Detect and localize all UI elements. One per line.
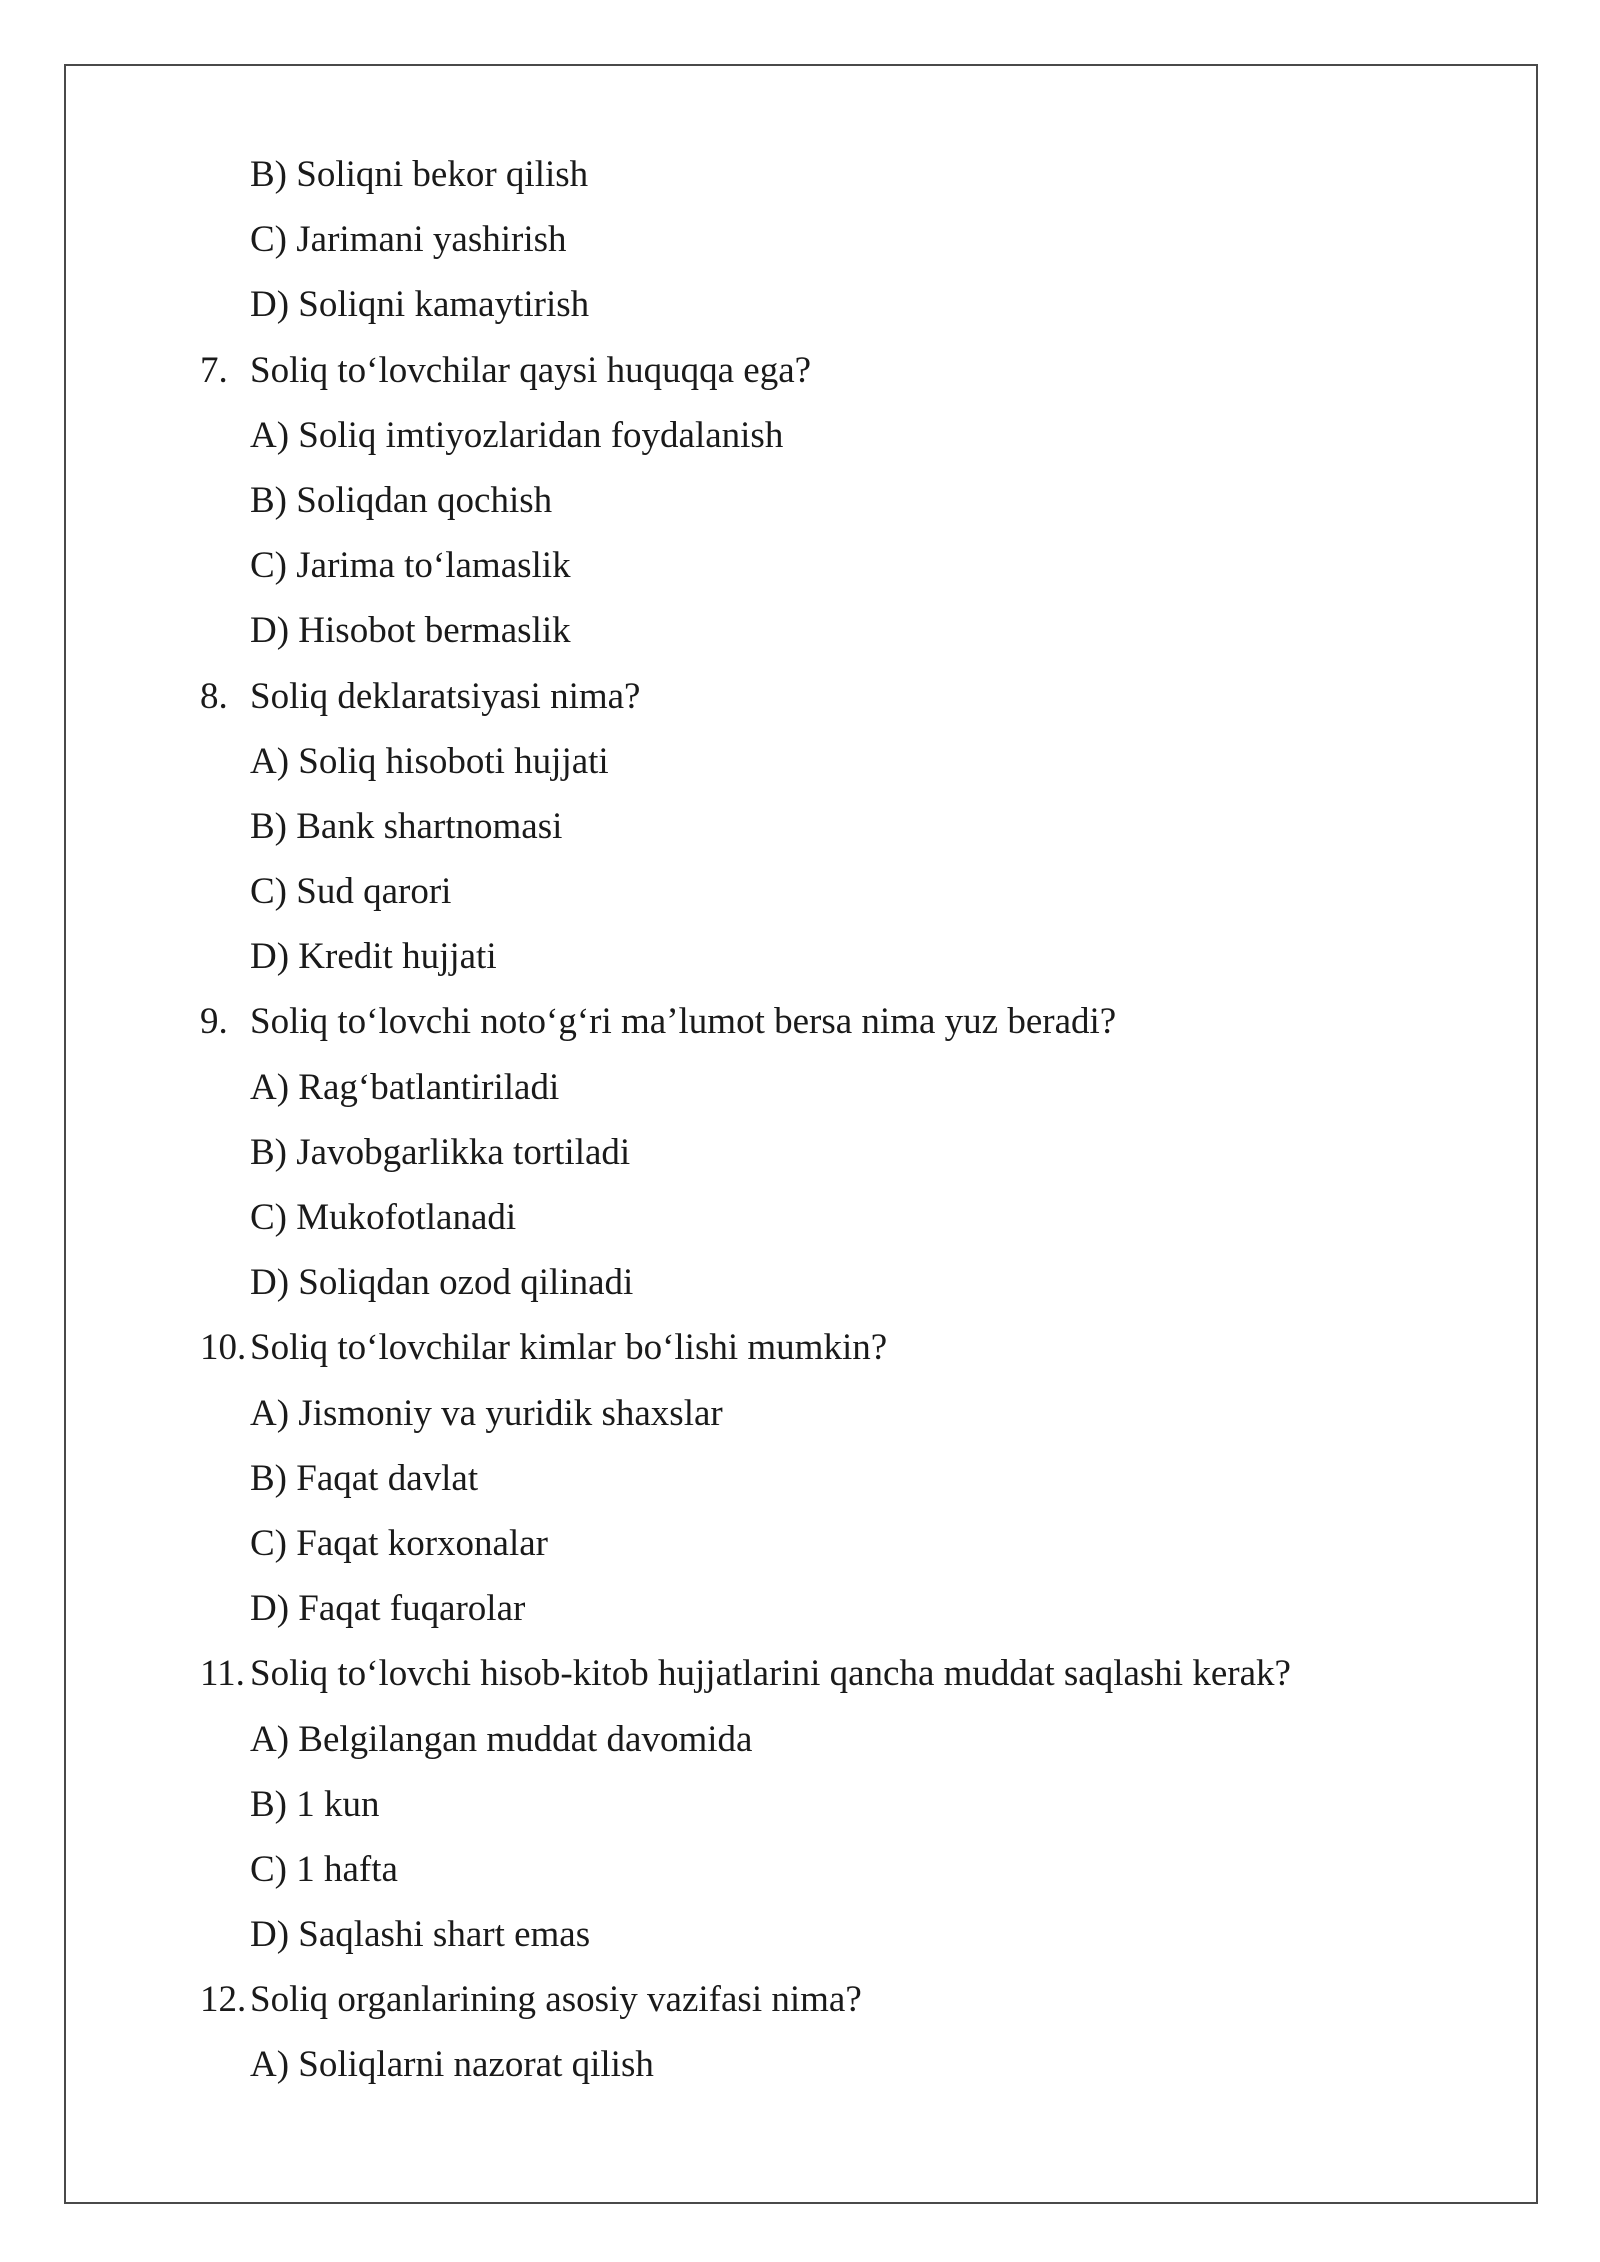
option-line	[0, 1707, 1600, 1772]
option-line	[0, 729, 1600, 794]
option-line	[0, 1446, 1600, 1511]
option-line	[0, 207, 1600, 272]
question-number: 8.	[200, 675, 228, 717]
question-line	[0, 1967, 1600, 2032]
question-list	[0, 142, 1600, 2098]
question-number: 9.	[200, 1001, 228, 1043]
option-line	[0, 533, 1600, 598]
answer-option: C) 1 hafta	[250, 1848, 398, 1890]
question-text: Soliq organlarining asosiy vazifasi nima?	[250, 1979, 862, 2021]
answer-option: B) Soliqdan qochish	[250, 479, 553, 521]
answer-option: C) Mukofotlanadi	[250, 1197, 517, 1238]
option-line	[0, 1185, 1600, 1250]
answer-option: A) Jismoniy va yuridik shaxslar	[250, 1392, 723, 1434]
option-line	[0, 794, 1600, 859]
question-text: Soliq to‘lovchi noto‘g‘ri ma’lumot bersa nima yuz beradi?	[250, 1001, 1117, 1043]
answer-option: D) Hisobot bermaslik	[250, 610, 571, 652]
answer-option: C) Jarimani yashirish	[250, 219, 567, 261]
answer-option: D) Soliqdan ozod qilinadi	[250, 1262, 634, 1304]
option-line	[0, 403, 1600, 468]
question-number: 7.	[200, 349, 228, 391]
question-text: Soliq deklaratsiyasi nima?	[250, 675, 641, 717]
answer-option: A) Soliq imtiyozlaridan foydalanish	[250, 414, 784, 456]
answer-option: C) Faqat korxonalar	[250, 1522, 548, 1564]
option-line	[0, 1772, 1600, 1837]
answer-option: C) Jarima to‘lamaslik	[250, 545, 571, 587]
answer-option: B) 1 kun	[250, 1783, 380, 1825]
question-line	[0, 664, 1600, 729]
option-line	[0, 1837, 1600, 1902]
question-text: Soliq to‘lovchilar kimlar bo‘lishi mumkin?	[250, 1327, 888, 1369]
option-line	[0, 142, 1600, 207]
answer-option: A) Soliqlarni nazorat qilish	[250, 2044, 654, 2086]
answer-option: C) Sud qarori	[250, 871, 452, 913]
option-line	[0, 272, 1600, 337]
answer-option: A) Belgilangan muddat davomida	[250, 1718, 753, 1760]
option-line	[0, 1902, 1600, 1967]
answer-option: A) Soliq hisoboti hujjati	[250, 740, 609, 782]
answer-option: D) Faqat fuqarolar	[250, 1588, 526, 1630]
option-line	[0, 924, 1600, 989]
option-line	[0, 2032, 1600, 2097]
option-line	[0, 1250, 1600, 1315]
answer-option: B) Faqat davlat	[250, 1457, 479, 1499]
question-line	[0, 1641, 1600, 1706]
option-line	[0, 468, 1600, 533]
option-line	[0, 1055, 1600, 1120]
question-line	[0, 1315, 1600, 1380]
option-line	[0, 1511, 1600, 1576]
option-line	[0, 598, 1600, 663]
answer-option: A) Rag‘batlantiriladi	[250, 1066, 560, 1108]
answer-option: D) Saqlashi shart emas	[250, 1914, 591, 1956]
question-line	[0, 338, 1600, 403]
answer-option: B) Bank shartnomasi	[250, 805, 563, 847]
answer-option: B) Javobgarlikka tortiladi	[250, 1131, 631, 1173]
question-text: Soliq to‘lovchilar qaysi huquqqa ega?	[250, 349, 812, 391]
option-line	[0, 1576, 1600, 1641]
question-line	[0, 989, 1600, 1054]
answer-option: D) Soliqni kamaytirish	[250, 284, 590, 326]
question-number: 10.	[200, 1327, 247, 1369]
option-line	[0, 859, 1600, 924]
question-text: Soliq to‘lovchi hisob-kitob hujjatlarini qancha muddat saqlashi kerak?	[250, 1653, 1291, 1695]
option-line	[0, 1120, 1600, 1185]
question-number: 11.	[200, 1653, 245, 1695]
answer-option: B) Soliqni bekor qilish	[250, 154, 589, 195]
option-line	[0, 1381, 1600, 1446]
question-number: 12.	[200, 1979, 247, 2021]
answer-option: D) Kredit hujjati	[250, 936, 497, 978]
